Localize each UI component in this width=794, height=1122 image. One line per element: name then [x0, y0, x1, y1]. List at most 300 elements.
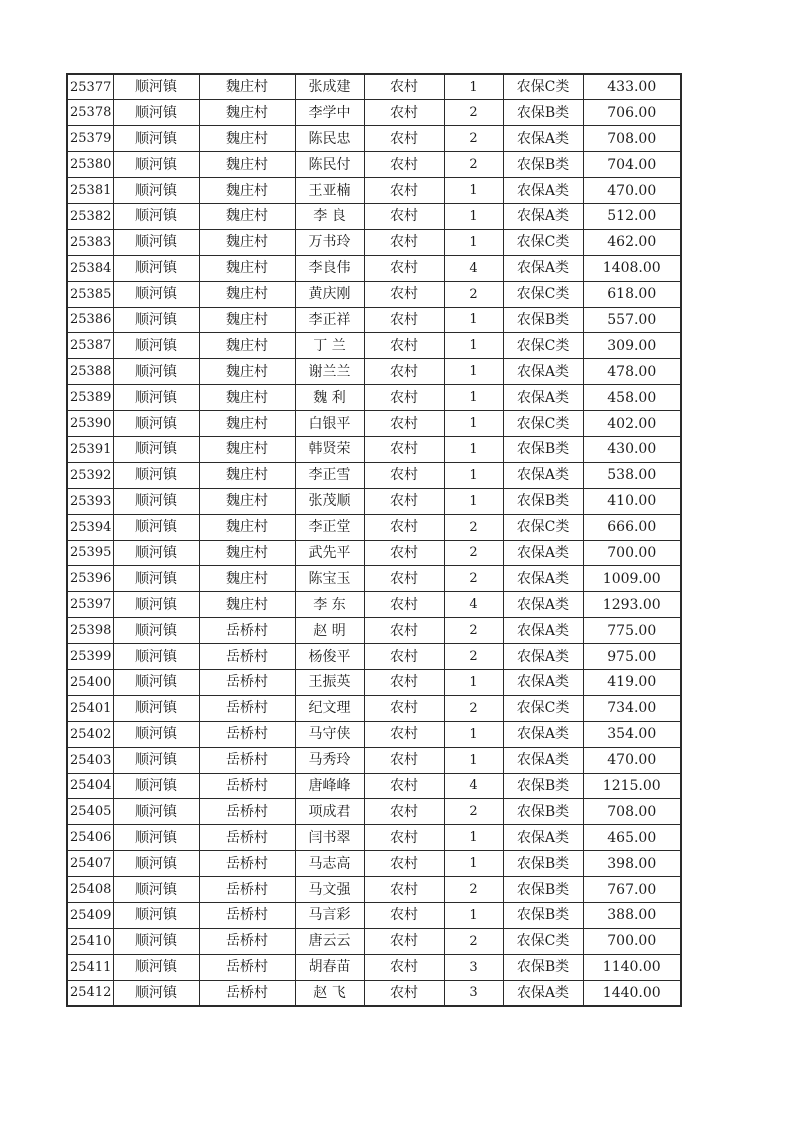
- cell-record-no: 25394: [67, 514, 113, 540]
- cell-village: 岳桥村: [199, 903, 295, 929]
- cell-insurance-category: 农保A类: [503, 255, 583, 281]
- cell-village: 魏庄村: [199, 385, 295, 411]
- cell-household-type: 农村: [364, 540, 444, 566]
- table-row: [67, 721, 681, 747]
- table-row: [67, 281, 681, 307]
- cell-amount: 398.00: [583, 851, 681, 877]
- cell-town: 顺河镇: [113, 592, 199, 618]
- cell-town: 顺河镇: [113, 644, 199, 670]
- cell-town: 顺河镇: [113, 721, 199, 747]
- cell-village: 岳桥村: [199, 669, 295, 695]
- cell-town: 顺河镇: [113, 928, 199, 954]
- cell-amount: 734.00: [583, 695, 681, 721]
- cell-person-name: 丁兰: [295, 333, 364, 359]
- cell-village: 魏庄村: [199, 436, 295, 462]
- cell-amount: 775.00: [583, 618, 681, 644]
- cell-village: 岳桥村: [199, 954, 295, 980]
- cell-amount: 767.00: [583, 877, 681, 903]
- cell-town: 顺河镇: [113, 255, 199, 281]
- cell-insurance-category: 农保C类: [503, 411, 583, 437]
- table-row: [67, 100, 681, 126]
- cell-household-type: 农村: [364, 566, 444, 592]
- cell-person-name: 马志高: [295, 851, 364, 877]
- cell-household-type: 农村: [364, 255, 444, 281]
- cell-record-no: 25411: [67, 954, 113, 980]
- cell-town: 顺河镇: [113, 74, 199, 100]
- cell-town: 顺河镇: [113, 773, 199, 799]
- cell-insurance-category: 农保A类: [503, 126, 583, 152]
- cell-household-type: 农村: [364, 514, 444, 540]
- cell-town: 顺河镇: [113, 178, 199, 204]
- cell-town: 顺河镇: [113, 695, 199, 721]
- cell-person-name: 李良伟: [295, 255, 364, 281]
- table-row: [67, 669, 681, 695]
- cell-person-name: 魏利: [295, 385, 364, 411]
- cell-person-name: 王亚楠: [295, 178, 364, 204]
- cell-household-type: 农村: [364, 799, 444, 825]
- cell-person-count: 4: [444, 255, 503, 281]
- cell-amount: 708.00: [583, 126, 681, 152]
- cell-household-type: 农村: [364, 178, 444, 204]
- cell-household-type: 农村: [364, 747, 444, 773]
- table-row: [67, 411, 681, 437]
- cell-village: 岳桥村: [199, 877, 295, 903]
- cell-town: 顺河镇: [113, 152, 199, 178]
- cell-person-count: 2: [444, 644, 503, 670]
- cell-person-count: 2: [444, 695, 503, 721]
- table-row: [67, 74, 681, 100]
- cell-person-count: 2: [444, 100, 503, 126]
- cell-person-count: 2: [444, 799, 503, 825]
- cell-insurance-category: 农保C类: [503, 281, 583, 307]
- cell-household-type: 农村: [364, 773, 444, 799]
- cell-person-count: 1: [444, 747, 503, 773]
- cell-amount: 462.00: [583, 229, 681, 255]
- cell-record-no: 25396: [67, 566, 113, 592]
- cell-person-name: 杨俊平: [295, 644, 364, 670]
- cell-insurance-category: 农保B类: [503, 488, 583, 514]
- cell-household-type: 农村: [364, 436, 444, 462]
- cell-record-no: 25390: [67, 411, 113, 437]
- table-row: [67, 229, 681, 255]
- cell-person-count: 1: [444, 669, 503, 695]
- cell-village: 魏庄村: [199, 152, 295, 178]
- cell-record-no: 25385: [67, 281, 113, 307]
- cell-insurance-category: 农保B类: [503, 903, 583, 929]
- cell-amount: 700.00: [583, 928, 681, 954]
- table-row: [67, 514, 681, 540]
- cell-village: 魏庄村: [199, 203, 295, 229]
- table-row: [67, 877, 681, 903]
- cell-town: 顺河镇: [113, 851, 199, 877]
- cell-person-name: 白银平: [295, 411, 364, 437]
- cell-person-count: 2: [444, 514, 503, 540]
- cell-record-no: 25386: [67, 307, 113, 333]
- table-row: [67, 851, 681, 877]
- table-row: [67, 359, 681, 385]
- cell-person-name: 韩贤荣: [295, 436, 364, 462]
- cell-household-type: 农村: [364, 877, 444, 903]
- table-row: [67, 799, 681, 825]
- cell-insurance-category: 农保A类: [503, 385, 583, 411]
- cell-town: 顺河镇: [113, 488, 199, 514]
- cell-village: 岳桥村: [199, 747, 295, 773]
- cell-person-name: 张成建: [295, 74, 364, 100]
- cell-insurance-category: 农保A类: [503, 825, 583, 851]
- cell-record-no: 25408: [67, 877, 113, 903]
- cell-town: 顺河镇: [113, 281, 199, 307]
- cell-insurance-category: 农保A类: [503, 618, 583, 644]
- benefits-table: [66, 73, 682, 1007]
- cell-household-type: 农村: [364, 618, 444, 644]
- cell-record-no: 25399: [67, 644, 113, 670]
- cell-person-name: 李东: [295, 592, 364, 618]
- cell-person-count: 1: [444, 307, 503, 333]
- cell-village: 魏庄村: [199, 255, 295, 281]
- table-row: [67, 980, 681, 1006]
- cell-person-name: 黄庆刚: [295, 281, 364, 307]
- cell-village: 魏庄村: [199, 514, 295, 540]
- cell-record-no: 25407: [67, 851, 113, 877]
- cell-amount: 470.00: [583, 178, 681, 204]
- cell-town: 顺河镇: [113, 954, 199, 980]
- cell-amount: 388.00: [583, 903, 681, 929]
- cell-person-name: 张茂顺: [295, 488, 364, 514]
- cell-household-type: 农村: [364, 229, 444, 255]
- cell-household-type: 农村: [364, 644, 444, 670]
- cell-household-type: 农村: [364, 721, 444, 747]
- table-row: [67, 618, 681, 644]
- table-row: [67, 488, 681, 514]
- cell-amount: 1140.00: [583, 954, 681, 980]
- cell-record-no: 25387: [67, 333, 113, 359]
- cell-amount: 1009.00: [583, 566, 681, 592]
- cell-household-type: 农村: [364, 152, 444, 178]
- table-row: [67, 773, 681, 799]
- cell-amount: 433.00: [583, 74, 681, 100]
- cell-person-count: 1: [444, 203, 503, 229]
- cell-household-type: 农村: [364, 851, 444, 877]
- cell-town: 顺河镇: [113, 462, 199, 488]
- cell-town: 顺河镇: [113, 799, 199, 825]
- cell-village: 魏庄村: [199, 566, 295, 592]
- cell-household-type: 农村: [364, 825, 444, 851]
- cell-household-type: 农村: [364, 592, 444, 618]
- table-row: [67, 203, 681, 229]
- cell-village: 魏庄村: [199, 488, 295, 514]
- cell-person-name: 武先平: [295, 540, 364, 566]
- cell-village: 魏庄村: [199, 74, 295, 100]
- cell-record-no: 25391: [67, 436, 113, 462]
- cell-town: 顺河镇: [113, 203, 199, 229]
- cell-record-no: 25412: [67, 980, 113, 1006]
- cell-person-count: 1: [444, 385, 503, 411]
- table-row: [67, 126, 681, 152]
- cell-person-name: 马言彩: [295, 903, 364, 929]
- cell-amount: 309.00: [583, 333, 681, 359]
- cell-town: 顺河镇: [113, 411, 199, 437]
- cell-record-no: 25405: [67, 799, 113, 825]
- cell-town: 顺河镇: [113, 825, 199, 851]
- cell-record-no: 25383: [67, 229, 113, 255]
- table-row: [67, 592, 681, 618]
- cell-person-count: 2: [444, 928, 503, 954]
- cell-insurance-category: 农保A类: [503, 669, 583, 695]
- cell-town: 顺河镇: [113, 540, 199, 566]
- cell-insurance-category: 农保A类: [503, 359, 583, 385]
- cell-insurance-category: 农保B类: [503, 307, 583, 333]
- cell-village: 魏庄村: [199, 100, 295, 126]
- cell-village: 魏庄村: [199, 592, 295, 618]
- cell-village: 岳桥村: [199, 644, 295, 670]
- cell-person-count: 1: [444, 178, 503, 204]
- cell-household-type: 农村: [364, 980, 444, 1006]
- cell-village: 魏庄村: [199, 229, 295, 255]
- cell-person-count: 1: [444, 436, 503, 462]
- cell-person-count: 4: [444, 592, 503, 618]
- cell-record-no: 25401: [67, 695, 113, 721]
- cell-person-name: 陈民付: [295, 152, 364, 178]
- cell-person-name: 项成君: [295, 799, 364, 825]
- cell-person-name: 马守侠: [295, 721, 364, 747]
- cell-record-no: 25381: [67, 178, 113, 204]
- cell-town: 顺河镇: [113, 100, 199, 126]
- cell-person-count: 1: [444, 229, 503, 255]
- cell-person-name: 万书玲: [295, 229, 364, 255]
- cell-person-name: 李良: [295, 203, 364, 229]
- cell-village: 岳桥村: [199, 980, 295, 1006]
- cell-person-count: 3: [444, 954, 503, 980]
- cell-amount: 704.00: [583, 152, 681, 178]
- cell-household-type: 农村: [364, 954, 444, 980]
- cell-village: 魏庄村: [199, 359, 295, 385]
- cell-household-type: 农村: [364, 126, 444, 152]
- cell-insurance-category: 农保B类: [503, 152, 583, 178]
- cell-person-name: 赵飞: [295, 980, 364, 1006]
- table-row: [67, 436, 681, 462]
- cell-town: 顺河镇: [113, 385, 199, 411]
- cell-person-count: 1: [444, 74, 503, 100]
- cell-record-no: 25377: [67, 74, 113, 100]
- cell-amount: 538.00: [583, 462, 681, 488]
- table-row: [67, 152, 681, 178]
- cell-record-no: 25384: [67, 255, 113, 281]
- cell-household-type: 农村: [364, 281, 444, 307]
- table-row: [67, 462, 681, 488]
- cell-person-name: 谢兰兰: [295, 359, 364, 385]
- cell-village: 魏庄村: [199, 540, 295, 566]
- cell-village: 岳桥村: [199, 851, 295, 877]
- cell-town: 顺河镇: [113, 514, 199, 540]
- cell-amount: 708.00: [583, 799, 681, 825]
- cell-person-name: 马文强: [295, 877, 364, 903]
- cell-amount: 1293.00: [583, 592, 681, 618]
- cell-person-count: 2: [444, 877, 503, 903]
- cell-village: 岳桥村: [199, 695, 295, 721]
- cell-household-type: 农村: [364, 411, 444, 437]
- cell-record-no: 25388: [67, 359, 113, 385]
- cell-person-count: 2: [444, 618, 503, 644]
- cell-person-count: 1: [444, 851, 503, 877]
- cell-record-no: 25389: [67, 385, 113, 411]
- cell-village: 魏庄村: [199, 126, 295, 152]
- cell-insurance-category: 农保C类: [503, 229, 583, 255]
- cell-record-no: 25404: [67, 773, 113, 799]
- cell-town: 顺河镇: [113, 618, 199, 644]
- cell-insurance-category: 农保B类: [503, 773, 583, 799]
- table-row: [67, 178, 681, 204]
- cell-town: 顺河镇: [113, 126, 199, 152]
- cell-insurance-category: 农保A类: [503, 462, 583, 488]
- cell-household-type: 农村: [364, 695, 444, 721]
- cell-amount: 465.00: [583, 825, 681, 851]
- cell-insurance-category: 农保A类: [503, 178, 583, 204]
- cell-person-name: 胡春苗: [295, 954, 364, 980]
- cell-town: 顺河镇: [113, 229, 199, 255]
- cell-insurance-category: 农保C类: [503, 695, 583, 721]
- cell-person-count: 1: [444, 333, 503, 359]
- cell-insurance-category: 农保B类: [503, 954, 583, 980]
- cell-person-count: 1: [444, 359, 503, 385]
- cell-person-count: 1: [444, 411, 503, 437]
- cell-person-name: 李学中: [295, 100, 364, 126]
- cell-insurance-category: 农保A类: [503, 980, 583, 1006]
- table-row: [67, 825, 681, 851]
- cell-amount: 470.00: [583, 747, 681, 773]
- cell-person-count: 1: [444, 488, 503, 514]
- table-row: [67, 333, 681, 359]
- cell-record-no: 25392: [67, 462, 113, 488]
- cell-amount: 354.00: [583, 721, 681, 747]
- cell-insurance-category: 农保B类: [503, 877, 583, 903]
- cell-amount: 410.00: [583, 488, 681, 514]
- cell-village: 岳桥村: [199, 773, 295, 799]
- cell-record-no: 25409: [67, 903, 113, 929]
- cell-insurance-category: 农保A类: [503, 592, 583, 618]
- cell-household-type: 农村: [364, 903, 444, 929]
- cell-person-name: 陈宝玉: [295, 566, 364, 592]
- table-body: [67, 74, 681, 1006]
- cell-village: 岳桥村: [199, 721, 295, 747]
- cell-person-name: 陈民忠: [295, 126, 364, 152]
- cell-amount: 618.00: [583, 281, 681, 307]
- cell-record-no: 25403: [67, 747, 113, 773]
- cell-amount: 458.00: [583, 385, 681, 411]
- cell-town: 顺河镇: [113, 566, 199, 592]
- cell-village: 岳桥村: [199, 825, 295, 851]
- cell-village: 岳桥村: [199, 928, 295, 954]
- cell-town: 顺河镇: [113, 877, 199, 903]
- cell-insurance-category: 农保B类: [503, 100, 583, 126]
- cell-person-count: 1: [444, 721, 503, 747]
- cell-record-no: 25406: [67, 825, 113, 851]
- cell-amount: 1440.00: [583, 980, 681, 1006]
- cell-household-type: 农村: [364, 333, 444, 359]
- cell-amount: 1408.00: [583, 255, 681, 281]
- cell-person-name: 马秀玲: [295, 747, 364, 773]
- cell-insurance-category: 农保B类: [503, 851, 583, 877]
- cell-household-type: 农村: [364, 100, 444, 126]
- cell-person-name: 闫书翠: [295, 825, 364, 851]
- table-row: [67, 928, 681, 954]
- cell-insurance-category: 农保A类: [503, 644, 583, 670]
- cell-town: 顺河镇: [113, 307, 199, 333]
- cell-household-type: 农村: [364, 359, 444, 385]
- table-row: [67, 747, 681, 773]
- cell-person-count: 2: [444, 281, 503, 307]
- cell-town: 顺河镇: [113, 333, 199, 359]
- cell-insurance-category: 农保C类: [503, 333, 583, 359]
- cell-record-no: 25398: [67, 618, 113, 644]
- cell-record-no: 25410: [67, 928, 113, 954]
- cell-person-name: 纪文理: [295, 695, 364, 721]
- table-row: [67, 307, 681, 333]
- cell-person-count: 2: [444, 126, 503, 152]
- cell-town: 顺河镇: [113, 436, 199, 462]
- cell-town: 顺河镇: [113, 747, 199, 773]
- cell-insurance-category: 农保A类: [503, 721, 583, 747]
- cell-town: 顺河镇: [113, 903, 199, 929]
- cell-person-name: 李正祥: [295, 307, 364, 333]
- table-row: [67, 540, 681, 566]
- cell-person-name: 王振英: [295, 669, 364, 695]
- table-row: [67, 695, 681, 721]
- cell-person-name: 李正堂: [295, 514, 364, 540]
- cell-household-type: 农村: [364, 488, 444, 514]
- cell-person-count: 2: [444, 566, 503, 592]
- cell-insurance-category: 农保C类: [503, 514, 583, 540]
- cell-record-no: 25379: [67, 126, 113, 152]
- cell-village: 魏庄村: [199, 333, 295, 359]
- cell-record-no: 25382: [67, 203, 113, 229]
- cell-amount: 557.00: [583, 307, 681, 333]
- cell-person-count: 2: [444, 152, 503, 178]
- cell-town: 顺河镇: [113, 669, 199, 695]
- cell-town: 顺河镇: [113, 359, 199, 385]
- cell-record-no: 25400: [67, 669, 113, 695]
- cell-amount: 1215.00: [583, 773, 681, 799]
- cell-amount: 430.00: [583, 436, 681, 462]
- cell-household-type: 农村: [364, 385, 444, 411]
- table-row: [67, 255, 681, 281]
- table-row: [67, 385, 681, 411]
- cell-record-no: 25397: [67, 592, 113, 618]
- cell-person-count: 1: [444, 825, 503, 851]
- cell-person-count: 1: [444, 903, 503, 929]
- table-row: [67, 903, 681, 929]
- cell-insurance-category: 农保B类: [503, 799, 583, 825]
- cell-record-no: 25378: [67, 100, 113, 126]
- cell-amount: 666.00: [583, 514, 681, 540]
- cell-person-name: 唐峰峰: [295, 773, 364, 799]
- table-row: [67, 954, 681, 980]
- cell-village: 魏庄村: [199, 462, 295, 488]
- cell-amount: 478.00: [583, 359, 681, 385]
- cell-village: 魏庄村: [199, 411, 295, 437]
- cell-record-no: 25393: [67, 488, 113, 514]
- cell-person-name: 唐云云: [295, 928, 364, 954]
- cell-household-type: 农村: [364, 928, 444, 954]
- cell-household-type: 农村: [364, 203, 444, 229]
- cell-amount: 512.00: [583, 203, 681, 229]
- cell-amount: 975.00: [583, 644, 681, 670]
- cell-village: 魏庄村: [199, 281, 295, 307]
- cell-insurance-category: 农保A类: [503, 203, 583, 229]
- cell-insurance-category: 农保A类: [503, 566, 583, 592]
- cell-record-no: 25402: [67, 721, 113, 747]
- cell-village: 岳桥村: [199, 618, 295, 644]
- cell-insurance-category: 农保A类: [503, 540, 583, 566]
